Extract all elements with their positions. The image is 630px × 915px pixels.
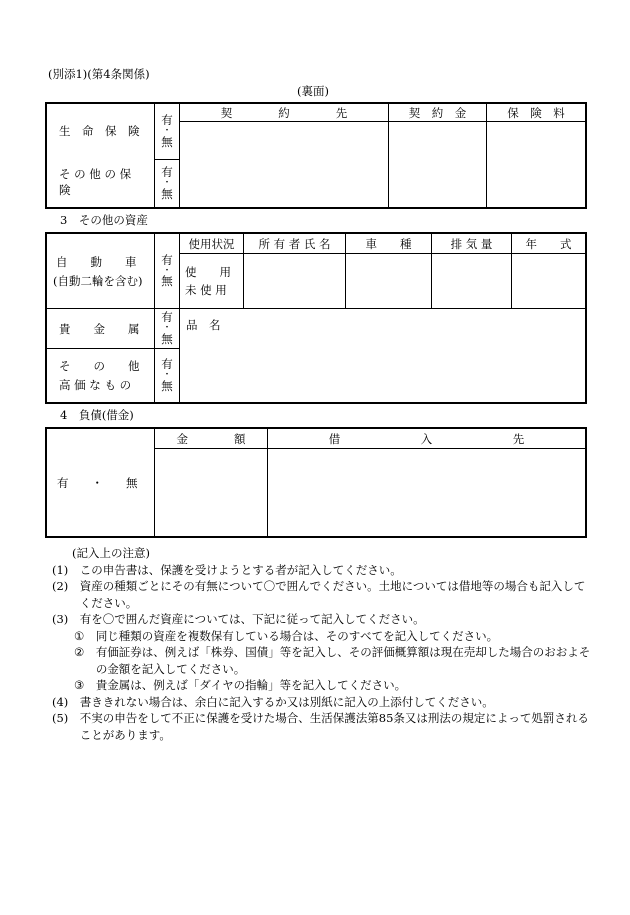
ari-option: 有 bbox=[161, 165, 173, 180]
note-subitem: ① 同じ種類の資産を複数保有している場合は、そのすべてを記入してください。 bbox=[74, 628, 499, 643]
other-insurance-ari-nashi[interactable] bbox=[155, 160, 180, 208]
insurance-table bbox=[46, 103, 586, 208]
insurance-label-cell bbox=[47, 104, 155, 208]
debt-ari-nashi[interactable] bbox=[47, 429, 155, 537]
nashi-option: 無 bbox=[161, 274, 173, 289]
col-model-header: 車 種 bbox=[346, 234, 432, 254]
item-name-cell[interactable] bbox=[180, 309, 586, 403]
item-name-label: 品 名 bbox=[186, 318, 221, 332]
usage-status-cell[interactable] bbox=[180, 254, 244, 309]
notes-heading: (記入上の注意) bbox=[72, 546, 150, 560]
note-subitem: ② 有価証券は、例えば「株券、国債」等を記入し、その評価概算額は現在売却した場合のおおよその金額を記入してください。 bbox=[74, 645, 591, 676]
usage-unused-option[interactable]: 未 使 用 bbox=[185, 283, 227, 297]
car-label-sub: (自動二輪を含む) bbox=[53, 273, 143, 288]
note-item: (5) 不実の申告をして不正に保護を受けた場合、生活保護法第85条又は刑法の規定によって処罰されることがあります。 bbox=[52, 711, 589, 742]
separator-dot: ・ bbox=[162, 370, 172, 381]
precious-metal-label-cell bbox=[47, 309, 155, 349]
note-item: (4) 書ききれない場合は、余白に記入するか又は別紙に記入の上添付してください。 bbox=[52, 694, 494, 709]
contract-amount-input[interactable] bbox=[389, 122, 487, 208]
debt-table bbox=[46, 428, 586, 537]
ari-option: 有 bbox=[161, 310, 173, 325]
car-label-cell bbox=[47, 234, 155, 309]
section-3-title: 3 その他の資産 bbox=[60, 213, 148, 227]
debt-amount-input[interactable] bbox=[155, 449, 268, 537]
col-premium-header: 保 険 料 bbox=[487, 104, 586, 122]
col-owner-header: 所 有 者 氏 名 bbox=[244, 234, 346, 254]
nashi-option: 無 bbox=[161, 331, 173, 346]
ari-option: 有 bbox=[161, 113, 173, 128]
nashi-option: 無 bbox=[161, 134, 173, 149]
col-debt-amount-header: 金 額 bbox=[155, 429, 268, 449]
separator-dot: ・ bbox=[162, 265, 172, 276]
precious-metal-ari-nashi[interactable] bbox=[155, 309, 180, 349]
col-contract-header: 契 約 先 bbox=[180, 104, 389, 122]
note-item: (2) 資産の種類ごとにその有無について〇で囲んでください。土地については借地等の場合も記入してください。 bbox=[52, 579, 586, 610]
premium-input[interactable] bbox=[487, 122, 586, 208]
car-model-input[interactable] bbox=[346, 254, 432, 309]
section-4-title: 4 負債(借金) bbox=[60, 408, 134, 422]
col-usage-header: 使用状況 bbox=[180, 234, 244, 254]
other-assets-table bbox=[46, 233, 586, 403]
life-insurance-ari-nashi[interactable] bbox=[155, 104, 180, 160]
note-item: (1) この申告書は、保護を受けようとする者が記入してください。 bbox=[52, 562, 402, 577]
other-insurance-label: そ の 他 の 保 険 bbox=[59, 166, 132, 197]
other-valuables-ari-nashi[interactable] bbox=[155, 349, 180, 403]
attachment-label: (別添1)(第4条関係) bbox=[48, 67, 150, 81]
note-item: (3) 有を〇で囲んだ資産については、下記に従って記入してください。 bbox=[52, 612, 425, 626]
car-year-input[interactable] bbox=[512, 254, 586, 309]
note-subitem: ③ 貴金属は、例えば「ダイヤの指輪」等を記入してください。 bbox=[74, 678, 407, 692]
nashi-option: 無 bbox=[161, 186, 173, 201]
nashi-option: 無 bbox=[161, 378, 173, 393]
separator-dot: ・ bbox=[162, 126, 172, 137]
other-valuables-label: そ の 他 bbox=[59, 359, 140, 373]
debt-ari-nashi-label: 有 ・ 無 bbox=[57, 475, 138, 490]
notes-section bbox=[52, 545, 592, 743]
col-contract-amount-header: 契 約 金 bbox=[389, 104, 487, 122]
owner-name-input[interactable] bbox=[244, 254, 346, 309]
car-ari-nashi[interactable] bbox=[155, 234, 180, 309]
precious-metal-label: 貴 金 属 bbox=[59, 321, 140, 336]
usage-used-option[interactable]: 使 用 bbox=[185, 265, 231, 279]
ari-option: 有 bbox=[161, 357, 173, 372]
life-insurance-label: 生 命 保 険 bbox=[59, 123, 140, 138]
separator-dot: ・ bbox=[162, 178, 172, 189]
separator-dot: ・ bbox=[162, 323, 172, 334]
col-lender-header: 借 入 先 bbox=[268, 429, 586, 449]
car-label: 自 動 車 bbox=[56, 254, 137, 269]
other-valuables-label-sub: 高 価 な も の bbox=[59, 378, 132, 392]
page-side-label: (裏面) bbox=[297, 84, 329, 98]
col-year-header: 年 式 bbox=[512, 234, 586, 254]
lender-input[interactable] bbox=[268, 449, 586, 537]
ari-option: 有 bbox=[161, 252, 173, 267]
displacement-input[interactable] bbox=[432, 254, 512, 309]
contract-input[interactable] bbox=[180, 122, 389, 208]
col-displacement-header: 排 気 量 bbox=[432, 234, 512, 254]
other-valuables-label-cell bbox=[47, 349, 155, 403]
